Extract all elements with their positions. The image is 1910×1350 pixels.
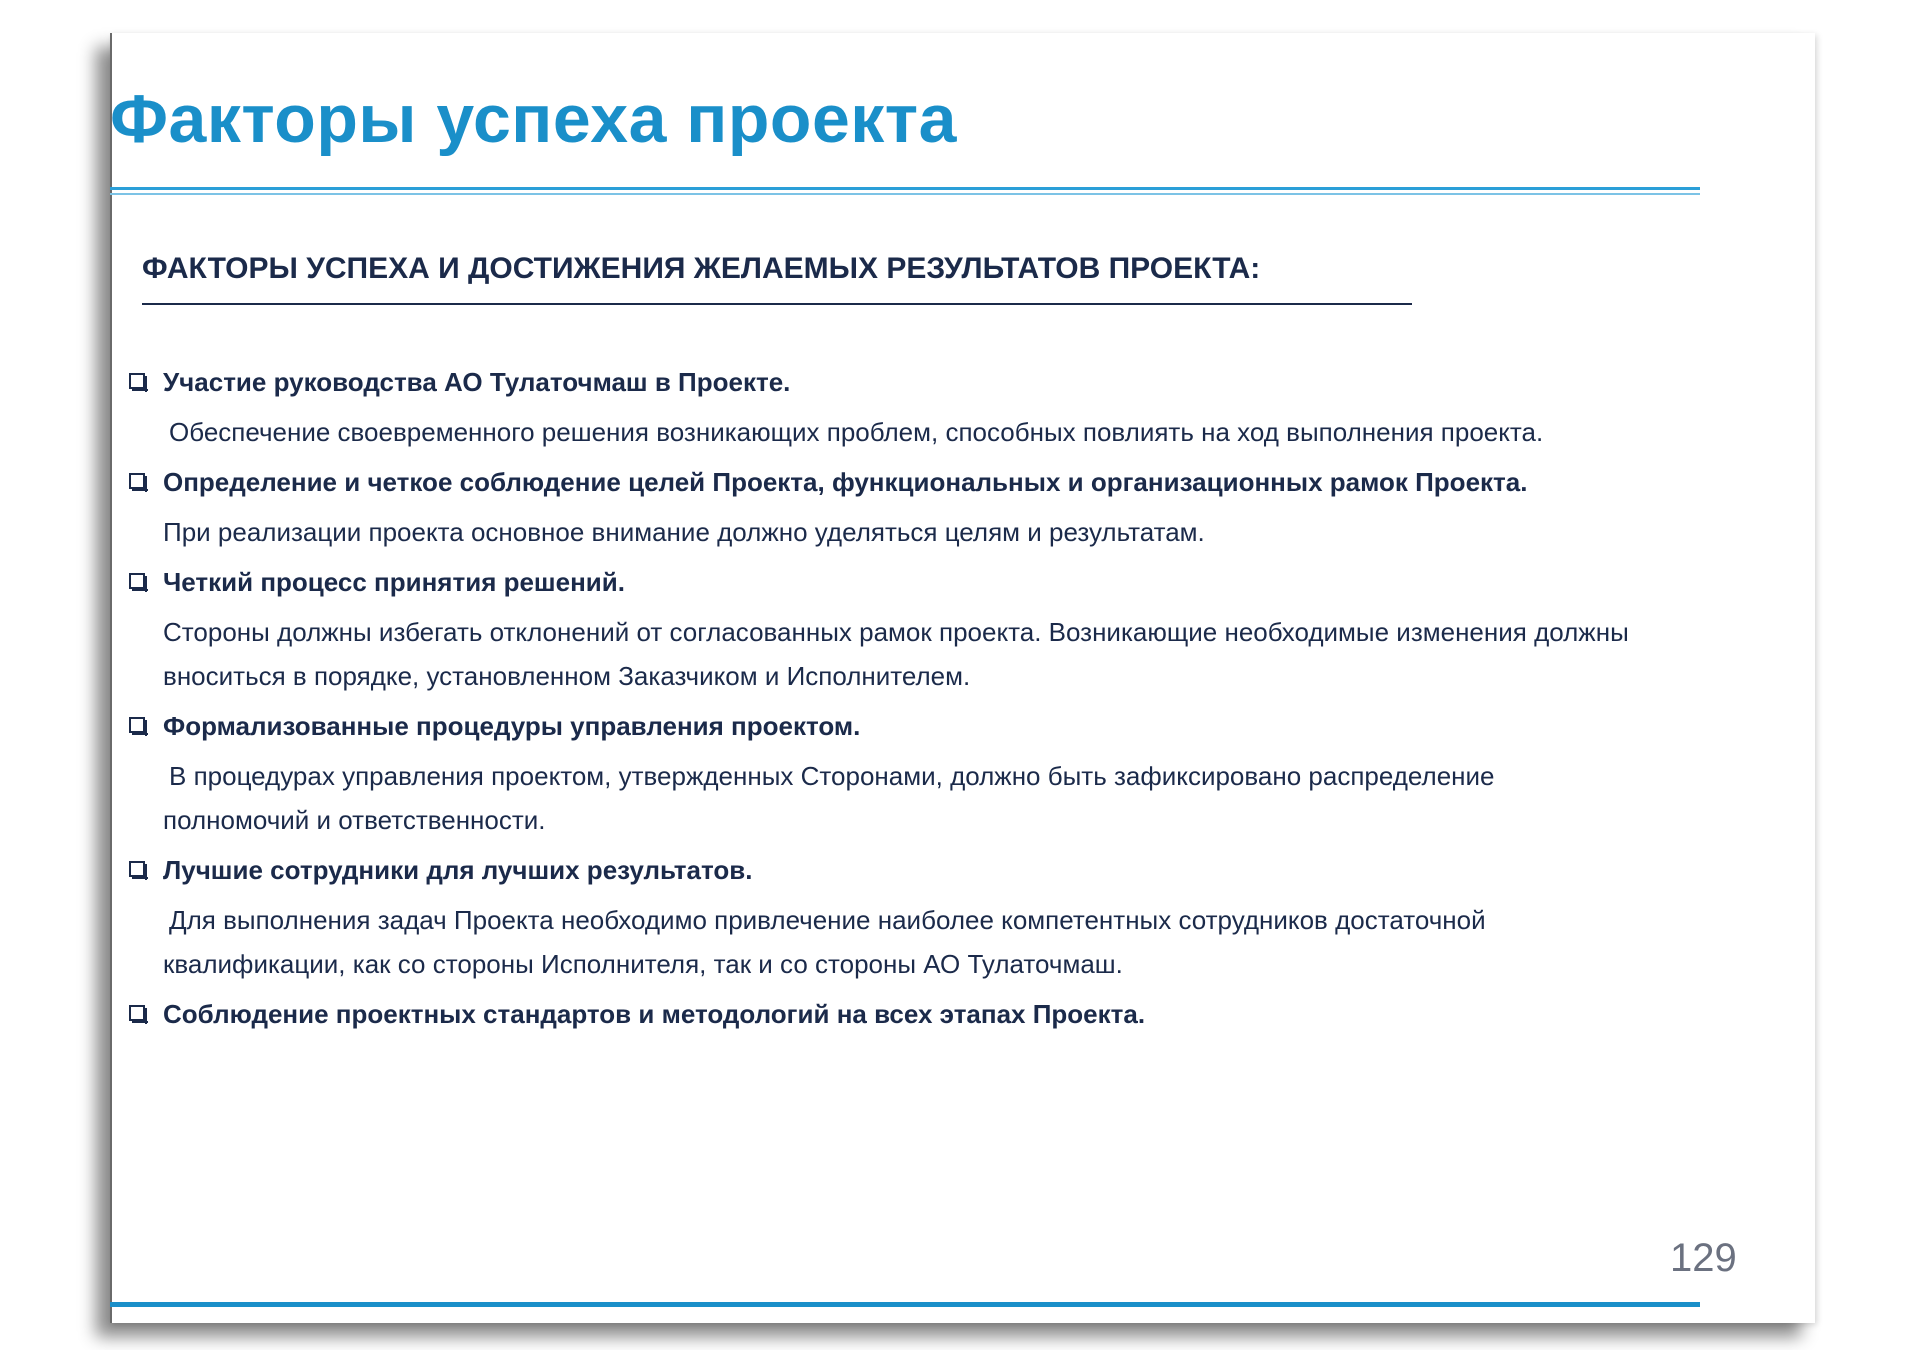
factor-heading (127, 360, 1687, 404)
checkbox-bullet-icon (129, 717, 145, 733)
factor-heading (127, 560, 1687, 604)
page-number: 129 (1670, 1236, 1737, 1280)
title-divider-thin (110, 193, 1700, 195)
factor-description-text: При реализации проекта основное внимание должно уделяться целям и результатам. (163, 517, 1205, 547)
factor-heading-text: Участие руководства АО Тулаточмаш в Проекте. (163, 367, 791, 397)
slide-title: Факторы успеха проекта (110, 81, 957, 157)
checkbox-bullet-icon (129, 861, 145, 877)
section-heading: ФАКТОРЫ УСПЕХА И ДОСТИЖЕНИЯ ЖЕЛАЕМЫХ РЕЗУЛЬТАТОВ ПРОЕКТА: (142, 252, 1261, 285)
factor-heading-text: Лучшие сотрудники для лучших результатов. (163, 855, 753, 885)
factor-heading (127, 992, 1687, 1036)
footer-divider (110, 1302, 1700, 1307)
factor-heading-text: Определение и четкое соблюдение целей Проекта, функциональных и организационных рамок Проекта. (163, 467, 1528, 497)
factor-description (127, 754, 1687, 842)
checkbox-bullet-icon (129, 473, 145, 489)
factor-list (127, 360, 1687, 1036)
factor-item (127, 460, 1687, 554)
checkbox-bullet-icon (129, 1005, 145, 1021)
factor-description (127, 510, 1687, 554)
factor-heading-text: Соблюдение проектных стандартов и методологий на всех этапах Проекта. (163, 999, 1146, 1029)
factor-description-text: Обеспечение своевременного решения возникающих проблем, способных повлиять на ход выполнения проекта. (169, 417, 1544, 447)
factor-description (127, 410, 1687, 454)
factor-item (127, 560, 1687, 698)
factor-item (127, 848, 1687, 986)
factor-item (127, 992, 1687, 1036)
factor-heading-text: Формализованные процедуры управления проектом. (163, 711, 861, 741)
factor-item (127, 360, 1687, 454)
factor-heading (127, 704, 1687, 748)
factor-description-text: В процедурах управления проектом, утвержденных Сторонами, должно быть зафиксировано распределение полномочий и ответственности. (163, 761, 1495, 835)
factor-description (127, 610, 1687, 698)
title-divider (110, 187, 1700, 190)
factor-description-text: Для выполнения задач Проекта необходимо привлечение наиболее компетентных сотрудников достаточной квалификации, как со стороны Исполнителя, так и со стороны АО Тулаточмаш. (163, 905, 1486, 979)
factor-heading (127, 460, 1687, 504)
checkbox-bullet-icon (129, 373, 145, 389)
factor-heading (127, 848, 1687, 892)
checkbox-bullet-icon (129, 573, 145, 589)
section-heading-underline (142, 303, 1412, 305)
factor-heading-text: Четкий процесс принятия решений. (163, 567, 625, 597)
factor-description-text: Стороны должны избегать отклонений от согласованных рамок проекта. Возникающие необходимые изменения должны вноситься в порядке, установленном Заказчиком и Исполнителем. (163, 617, 1629, 691)
factor-item (127, 704, 1687, 842)
factor-description (127, 898, 1687, 986)
